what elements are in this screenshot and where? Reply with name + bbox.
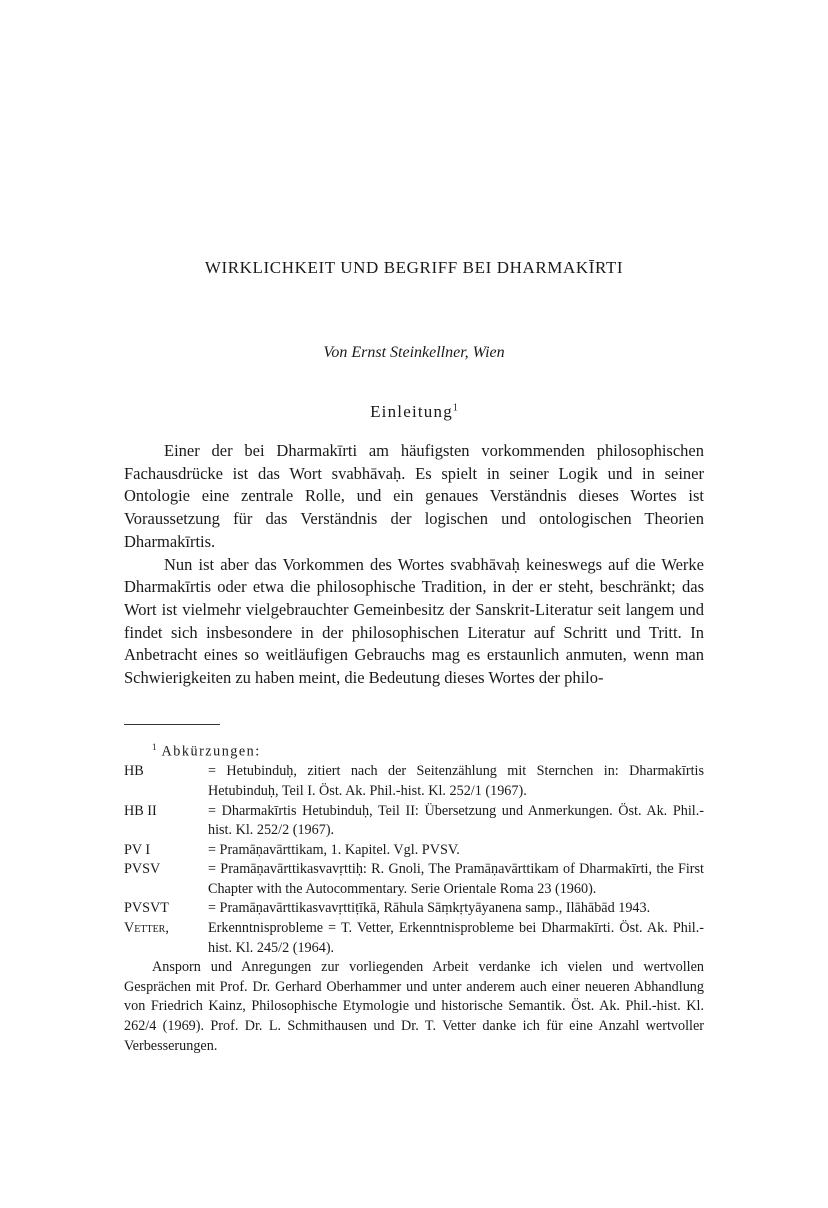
footnote-heading	[124, 738, 704, 762]
abbreviation-value: = Pramāṇavārttikasvavṛttiṭīkā, Rāhula Sāṃkṛtyāyanena samp., Ilāhābād 1943.	[208, 900, 651, 917]
footnote-heading-text: Abkürzungen:	[161, 743, 261, 760]
abbreviation-row	[124, 919, 704, 958]
footnote-block	[124, 738, 704, 1056]
abbreviation-value: = Pramāṇavārttikam, 1. Kapitel. Vgl. PVSV.	[208, 841, 460, 858]
abbreviation-key: PVSV	[124, 861, 161, 878]
footnote-mark: 1	[152, 742, 157, 752]
abbreviation-value: = Dharmakīrtis Hetubinduḥ, Teil II: Übersetzung und Anmerkungen. Öst. Ak. Phil.-hist. Kl. 252/2 (1967).	[208, 802, 704, 839]
section-heading-text: Einleitung	[370, 402, 453, 421]
abbreviation-key: HB II	[124, 802, 157, 819]
abbreviation-key: Vetter,	[124, 920, 169, 937]
abbreviation-value: = Pramāṇavārttikasvavṛttiḥ: R. Gnoli, The Pramāṇavārttikam of Dharmakīrti, the First Chapter with the Autocommentary. Serie Orientale Roma 23 (1960).	[208, 861, 704, 897]
acknowledgement-paragraph: Ansporn und Anregungen zur vorliegenden Arbeit verdanke ich vielen und wertvollen Gesprächen mit Prof. Dr. Gerhard Oberhammer und unter anderem auch einer neueren Abhandlung von Friedrich Kainz, Philosophische Etymologie und historische Semantik. Öst. Ak. Phil.-hist. Kl. 262/4 (1969). Prof. Dr. L. Schmithausen und Dr. T. Vetter danke ich für eine Anzahl wertvoller Verbesserungen.	[124, 959, 704, 1054]
abbreviation-row	[124, 860, 704, 899]
footnote-reference: 1	[452, 402, 458, 414]
abbreviation-row	[124, 762, 704, 801]
abbreviation-row	[124, 899, 704, 919]
abbreviation-key: PV I	[124, 841, 151, 858]
abbreviation-row	[124, 802, 704, 841]
paragraph-1: Einer der bei Dharmakīrti am häufigsten vorkommenden philosophischen Fachausdrücke ist das Wort svabhāvaḥ. Es spielt in seiner Logik und in seiner Ontologie eine zentrale Rolle, und ein genaues Verständnis dieses Wortes ist Voraussetzung für das Verständnis der logischen und ontologischen Theorien Dharmakīrtis.	[124, 441, 704, 551]
author-line: Von Ernst Steinkellner, Wien	[323, 344, 505, 361]
body-text	[124, 440, 704, 690]
footnote-divider	[124, 724, 220, 725]
section-heading	[0, 402, 828, 422]
abbreviation-value: = Hetubinduḥ, zitiert nach der Seitenzählung mit Sternchen in: Dharmakīrtis Hetubinduḥ, Teil I. Öst. Ak. Phil.-hist. Kl. 252/1 (1967).	[208, 763, 704, 799]
abbreviation-row	[124, 841, 704, 861]
paragraph-2: Nun ist aber das Vorkommen des Wortes svabhāvaḥ keineswegs auf die Werke Dharmakīrtis oder etwa die philosophische Tradition, in der er steht, beschränkt; das Wort ist vielmehr vielgebrauchter Gemeinbesitz der Sanskrit-Literatur seit langem und findet sich insbesondere in der philosophischen Literatur auf Schritt und Tritt. In Anbetracht eines so weitläufigen Gebrauchs mag es erstaunlich anmuten, wenn man Schwierigkeiten zu haben meint, die Bedeutung dieses Wortes der philo-	[124, 554, 704, 688]
abbreviation-value: Erkenntnisprobleme = T. Vetter, Erkenntnisprobleme bei Dharmakīrti. Öst. Ak. Phil.-hist. Kl. 245/2 (1964).	[208, 920, 704, 956]
article-title: WIRKLICHKEIT UND BEGRIFF BEI DHARMAKĪRTI	[204, 258, 624, 277]
abbreviation-key: HB	[124, 763, 144, 780]
abbreviation-key: PVSVT	[124, 900, 169, 917]
